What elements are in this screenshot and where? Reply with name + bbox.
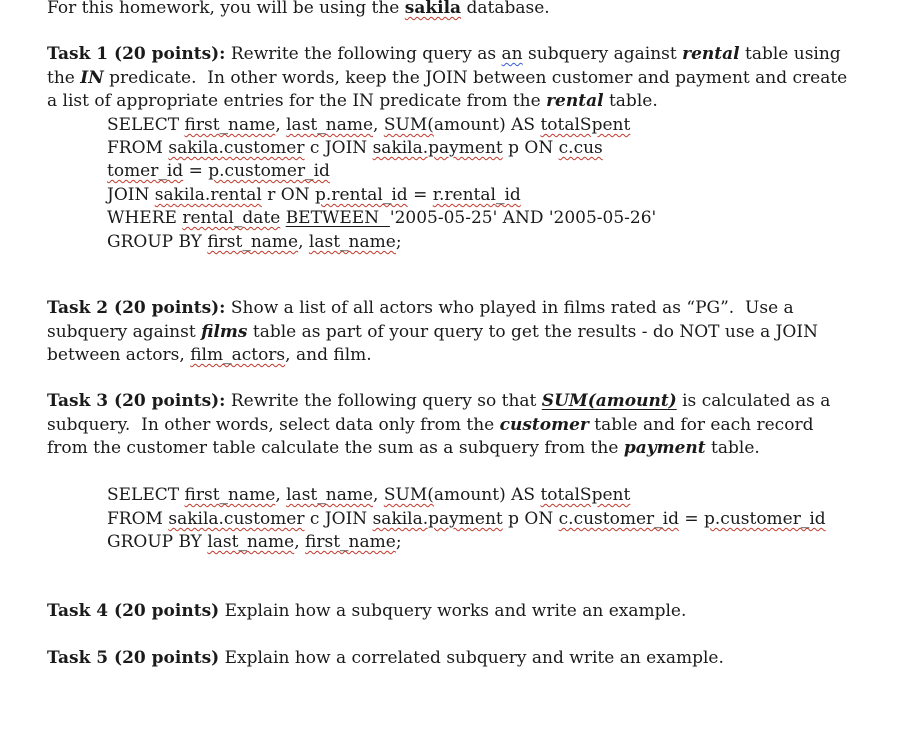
sql-text: last_name xyxy=(207,532,295,552)
task4-text: Explain how a subquery works and write an example. xyxy=(219,601,687,621)
task1-text: an xyxy=(501,44,523,64)
task3-line-2 xyxy=(47,414,813,437)
task3-text: subquery. In other words, select data only from the xyxy=(47,415,500,435)
task3-heading: Task 3 (20 points): xyxy=(47,391,226,411)
sql-text: GROUP BY xyxy=(107,232,208,252)
sql-text: = xyxy=(678,509,705,529)
task2-emphasis: films xyxy=(201,322,248,342)
task3-text: from the customer table calculate the sum as a subquery from the xyxy=(47,438,624,458)
sql-text: amount) AS xyxy=(433,115,541,135)
sql-text: SUM( xyxy=(383,115,434,135)
task1-text: a list of appropriate entries for the IN predicate from the xyxy=(47,91,547,111)
sql-text: JOIN xyxy=(107,185,155,205)
sql-text: , xyxy=(373,115,384,135)
task1-query-line-5 xyxy=(107,207,656,230)
sql-text: = xyxy=(183,161,209,181)
sql-text: p.customer_id xyxy=(208,161,330,181)
sql-text: SELECT xyxy=(107,115,185,135)
task1-emphasis: IN xyxy=(80,68,104,88)
sql-text: p.rental_id xyxy=(315,185,408,205)
task3-text: table and for each record xyxy=(588,415,814,435)
task5-line xyxy=(47,647,724,670)
task3-text: Rewrite the following query so that xyxy=(225,391,542,411)
task1-heading: Task 1 (20 points): xyxy=(47,44,226,64)
intro-text: For this homework, you will be using the xyxy=(47,0,405,18)
sql-text: c JOIN xyxy=(304,509,373,529)
task2-text: table as part of your query to get the results - do NOT use a JOIN xyxy=(247,322,818,342)
task2-line-1 xyxy=(47,297,794,320)
task1-line-1 xyxy=(47,43,841,66)
task3-query-line-3 xyxy=(107,531,402,554)
task2-text: between actors, xyxy=(47,345,191,365)
sql-text: first_name xyxy=(207,232,299,252)
task1-emphasis: rental xyxy=(546,91,604,111)
task1-query-line-3 xyxy=(107,160,330,183)
sql-text: last_name xyxy=(308,232,396,252)
task3-query-line-2 xyxy=(107,508,826,531)
database-name: sakila xyxy=(404,0,462,18)
sql-text: , xyxy=(294,532,306,552)
sql-text: ; xyxy=(395,232,402,252)
task1-text: Rewrite the following query as xyxy=(225,44,502,64)
task1-text: subquery against xyxy=(522,44,683,64)
task3-line-1 xyxy=(47,390,830,413)
sql-text: ; xyxy=(395,532,402,552)
task1-line-3 xyxy=(47,90,658,113)
task1-line-2 xyxy=(47,67,847,90)
task3-query-line-1 xyxy=(107,484,630,507)
task3-emphasis: payment xyxy=(623,438,706,458)
intro-line xyxy=(47,0,550,20)
task1-query-line-1 xyxy=(107,114,630,137)
sql-text: r.rental_id xyxy=(432,185,521,205)
task2-text: film_actors xyxy=(190,345,286,365)
sql-text: r ON xyxy=(261,185,316,205)
sql-text: first_name xyxy=(305,532,396,552)
sql-text: p ON xyxy=(502,509,559,529)
sql-text: sakila.customer xyxy=(168,138,305,158)
task1-query-line-2 xyxy=(107,137,603,160)
task1-emphasis: rental xyxy=(682,44,740,64)
task2-heading: Task 2 (20 points): xyxy=(47,298,226,318)
task3-text: is calculated as a xyxy=(676,391,831,411)
task5-heading: Task 5 (20 points) xyxy=(47,648,220,668)
task2-text: , and film. xyxy=(285,345,372,365)
sql-text: GROUP BY xyxy=(107,532,208,552)
sql-text: c JOIN xyxy=(304,138,373,158)
task3-emphasis: customer xyxy=(499,415,589,435)
task1-text: table using xyxy=(739,44,841,64)
sql-text: totalSpent xyxy=(540,115,631,135)
task1-query-line-4 xyxy=(107,184,521,207)
sql-text: , xyxy=(298,232,309,252)
sql-text: amount) AS xyxy=(433,485,541,505)
sql-text: = xyxy=(407,185,433,205)
task5-text: Explain how a correlated subquery and write an example. xyxy=(219,648,724,668)
sql-text: sakila.rental xyxy=(154,185,262,205)
sql-text: WHERE xyxy=(107,208,183,228)
task2-line-3 xyxy=(47,344,372,367)
sql-text: totalSpent xyxy=(540,485,631,505)
task2-text: Show a list of all actors who played in films rated as “PG”. Use a xyxy=(225,298,794,318)
task3-emphasis: SUM(amount) xyxy=(541,391,677,411)
sql-text: sakila.payment xyxy=(372,509,503,529)
sql-text: , xyxy=(275,115,287,135)
sql-text: , xyxy=(275,485,287,505)
intro-text-end: database. xyxy=(461,0,550,18)
sql-text: c.customer_id xyxy=(558,509,679,529)
sql-text: sakila.payment xyxy=(372,138,503,158)
sql-text: sakila.customer xyxy=(168,509,305,529)
sql-text: '2005-05-25' AND '2005-05-26' xyxy=(389,208,657,228)
sql-text: BETWEEN xyxy=(285,208,390,228)
sql-text: p.customer_id xyxy=(704,509,826,529)
sql-text: p ON xyxy=(502,138,559,158)
task4-heading: Task 4 (20 points) xyxy=(47,601,220,621)
sql-text: , xyxy=(373,485,384,505)
task3-text: table. xyxy=(705,438,760,458)
task2-text: subquery against xyxy=(47,322,202,342)
sql-text: first_name xyxy=(184,115,276,135)
sql-text: tomer_id xyxy=(107,161,184,181)
sql-text: FROM xyxy=(107,138,169,158)
task2-line-2 xyxy=(47,321,818,344)
sql-text: rental_date xyxy=(182,208,281,228)
task3-line-3 xyxy=(47,437,760,460)
task1-text: the xyxy=(47,68,81,88)
sql-text: c.cus xyxy=(558,138,603,158)
sql-text: first_name xyxy=(184,485,276,505)
sql-text: last_name xyxy=(286,485,374,505)
task1-text: predicate. In other words, keep the JOIN between customer and payment and create xyxy=(103,68,848,88)
task4-line xyxy=(47,600,686,623)
sql-text: last_name xyxy=(286,115,374,135)
task1-query-line-6 xyxy=(107,231,402,254)
sql-text: SELECT xyxy=(107,485,185,505)
task1-text: table. xyxy=(603,91,658,111)
sql-text: SUM( xyxy=(383,485,434,505)
sql-text: FROM xyxy=(107,509,169,529)
